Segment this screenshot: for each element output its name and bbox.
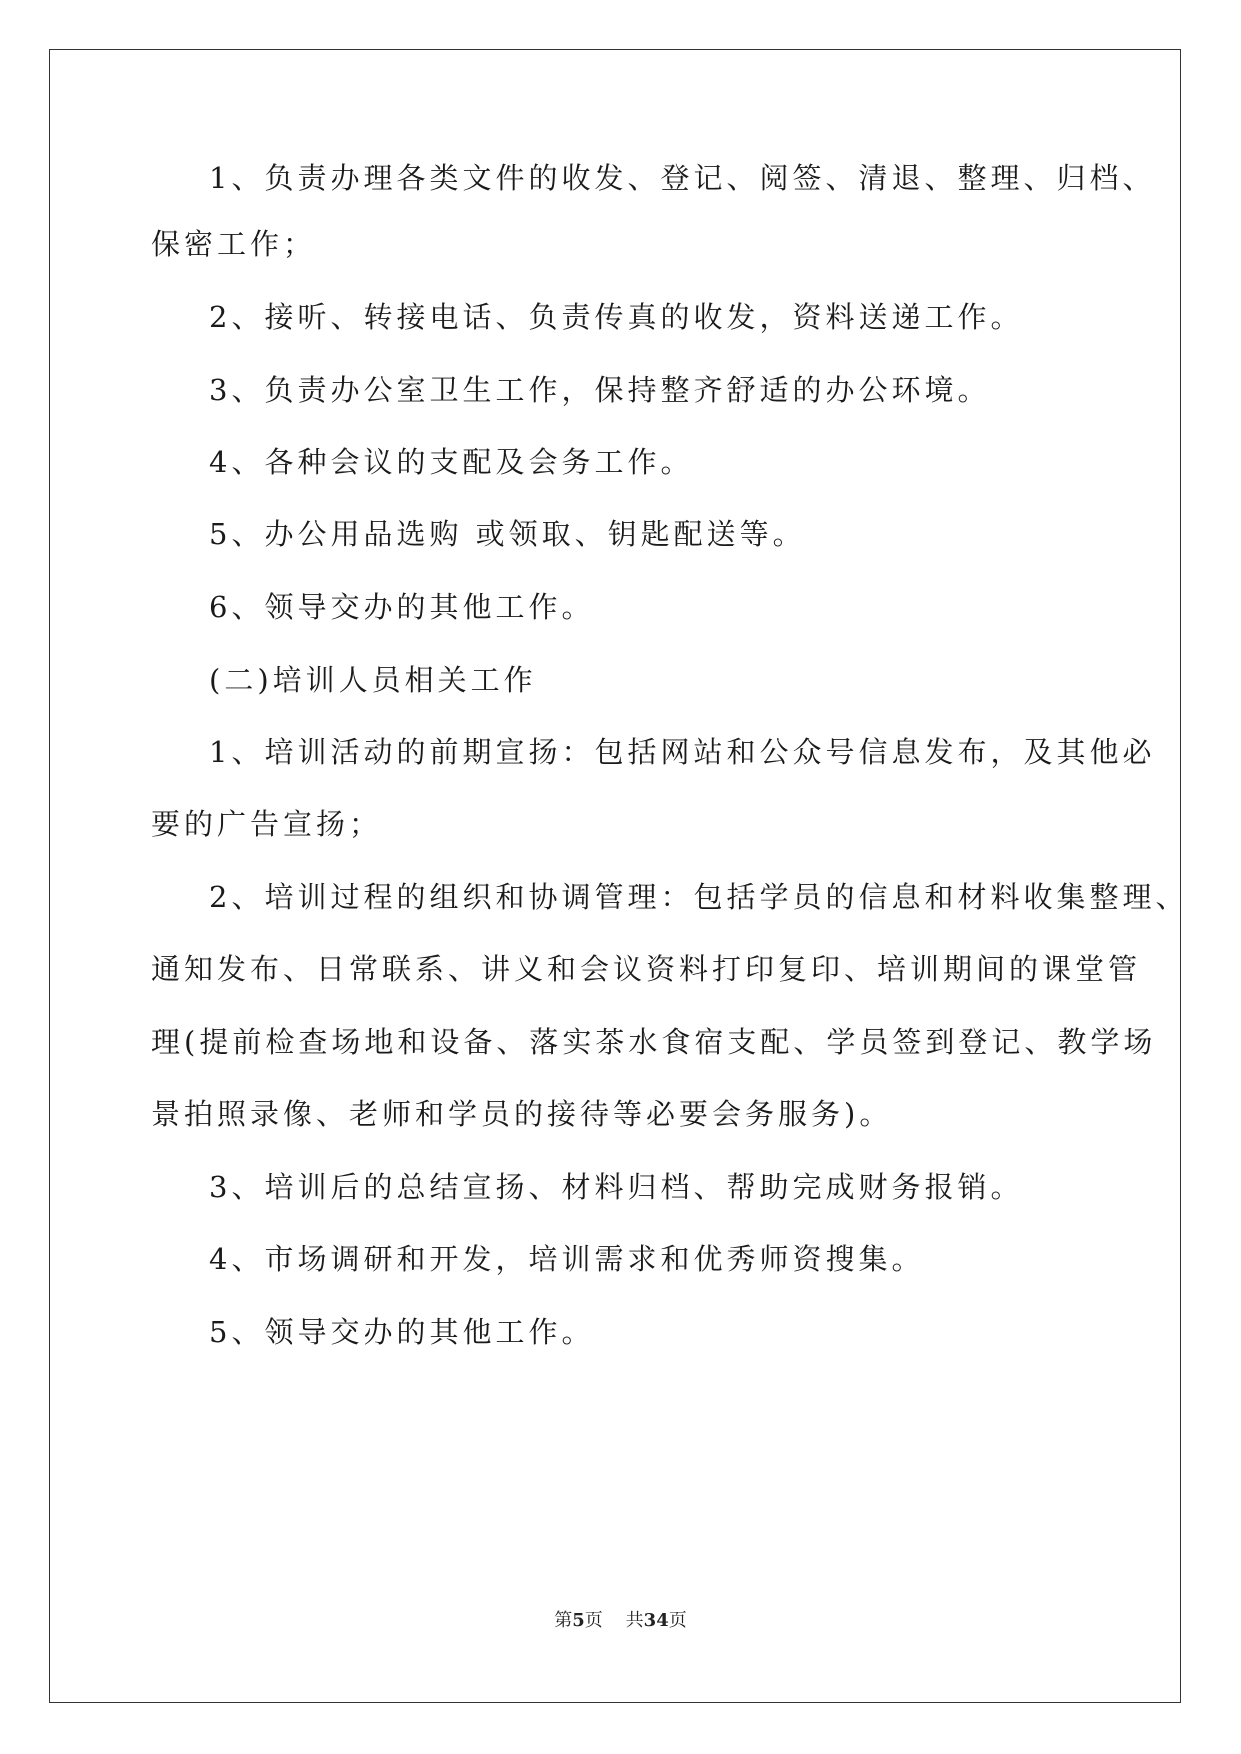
paragraph-line: 1、负责办理各类文件的收发、登记、阅签、清退、整理、归档、 [209,161,1156,195]
page-suffix: 页 [584,1610,603,1631]
paragraph-line: 5、办公用品选购 或领取、钥匙配送等。 [209,517,806,551]
paragraph-line: 通知发布、日常联系、讲义和会议资料打印复印、培训期间的课堂管 [151,952,1142,986]
paragraph-line: 6、领导交办的其他工作。 [209,590,595,624]
paragraph-line: 4、市场调研和开发，培训需求和优秀师资搜集。 [209,1242,925,1276]
total-suffix: 页 [668,1610,687,1631]
page-number: 5 [572,1610,585,1631]
paragraph-line: 2、培训过程的组织和协调管理：包括学员的信息和材料收集整理、 [209,880,1189,914]
paragraph-line: 1、培训活动的前期宣扬：包括网站和公众号信息发布，及其他必 [209,735,1156,769]
paragraph-line: 要的广告宣扬； [151,807,383,841]
paragraph-line: 3、培训后的总结宣扬、材料归档、帮助完成财务报销。 [209,1170,1024,1204]
page-footer [0,1606,1241,1632]
paragraph-line: 3、负责办公室卫生工作，保持整齐舒适的办公环境。 [209,373,991,407]
total-pages: 34 [643,1610,669,1631]
paragraph-line: 理(提前检查场地和设备、落实茶水食宿支配、学员签到登记、教学场 [151,1025,1157,1059]
section-heading: (二)培训人员相关工作 [209,663,537,697]
paragraph-line: 景拍照录像、老师和学员的接待等必要会务服务)。 [151,1097,893,1131]
paragraph-line: 2、接听、转接电话、负责传真的收发，资料送递工作。 [209,300,1024,334]
page-prefix: 第 [554,1610,573,1631]
paragraph-line: 保密工作； [151,227,317,261]
total-prefix: 共 [625,1610,644,1631]
paragraph-line: 4、各种会议的支配及会务工作。 [209,445,694,479]
paragraph-line: 5、领导交办的其他工作。 [209,1315,595,1349]
